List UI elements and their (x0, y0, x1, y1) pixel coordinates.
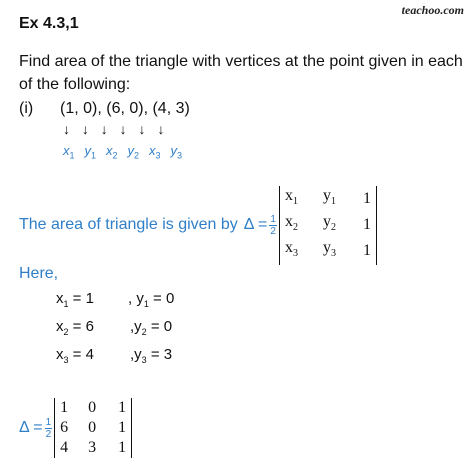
coord-label-x1: $x_1$ (63, 143, 75, 161)
det-cell-y1: $y_1$ (322, 187, 336, 208)
result-cell: 1 (60, 399, 69, 416)
value-row-2-y: $,y_2 = 0$ (130, 318, 173, 337)
det-cell-one-3: 1 (362, 242, 371, 260)
det-cell-x3: $x_3$ (284, 239, 298, 260)
part-label: (i) (19, 100, 34, 117)
result-cell: 1 (118, 419, 127, 436)
result-half-fraction: $\frac{1}{2}$ (45, 416, 52, 440)
det-cell-y3: $y_3$ (322, 239, 336, 260)
result-cell: 1 (118, 439, 127, 456)
result-determinant (54, 398, 132, 458)
result-delta: Δ = (19, 419, 43, 436)
value-row-1-y: , $y_1 = 0$ (128, 290, 175, 309)
coord-label-y1: $y_1$ (84, 143, 97, 161)
formula-delta: Δ = (243, 216, 268, 234)
coord-label-x3: $x_3$ (149, 143, 161, 161)
formula-half-fraction: $\frac{1}{2}$ (270, 213, 276, 237)
det-cell-one-2: 1 (362, 216, 371, 234)
det-cell-one-1: 1 (362, 190, 371, 208)
exercise-title: Ex 4.3,1 (19, 15, 79, 32)
watermark-logo: teachoo.com (401, 3, 464, 17)
det-cell-x1: $x_1$ (284, 187, 298, 208)
result-cell: 1 (118, 399, 127, 416)
value-row-3-y: $,y_3 = 3$ (130, 346, 173, 365)
question-line-2: of the following: (19, 76, 131, 93)
coord-label-y2: $y_2$ (127, 143, 140, 161)
result-cell: 3 (88, 439, 97, 456)
value-row-3: $x_3 = 4$ (56, 346, 94, 365)
value-row-2: $x_2 = 6$ (56, 318, 94, 337)
result-cell: 6 (60, 419, 69, 436)
formula-determinant (279, 186, 377, 265)
here-label: Here, (19, 265, 59, 282)
area-formula (19, 186, 377, 265)
coord-label-y3: $y_3$ (170, 143, 183, 161)
det-cell-y2: $y_2$ (322, 213, 336, 234)
coordinate-labels (63, 143, 192, 161)
down-arrows-icon: ↓ ↓ ↓ ↓ ↓ ↓ (63, 121, 165, 137)
value-row-1: $x_1 = 1$ (56, 290, 94, 309)
coord-label-x2: $x_2$ (106, 143, 118, 161)
result-cell: 0 (88, 419, 97, 436)
points-text: (1, 0), (6, 0), (4, 3) (60, 100, 190, 117)
question-line-1: Find area of the triangle with vertices at the point given in each (19, 53, 463, 70)
formula-text: The area of triangle is given by (19, 216, 238, 234)
det-cell-x2: $x_2$ (284, 213, 298, 234)
result-cell: 0 (88, 399, 97, 416)
result-cell: 4 (60, 439, 69, 456)
result-determinant-expression (19, 398, 132, 458)
